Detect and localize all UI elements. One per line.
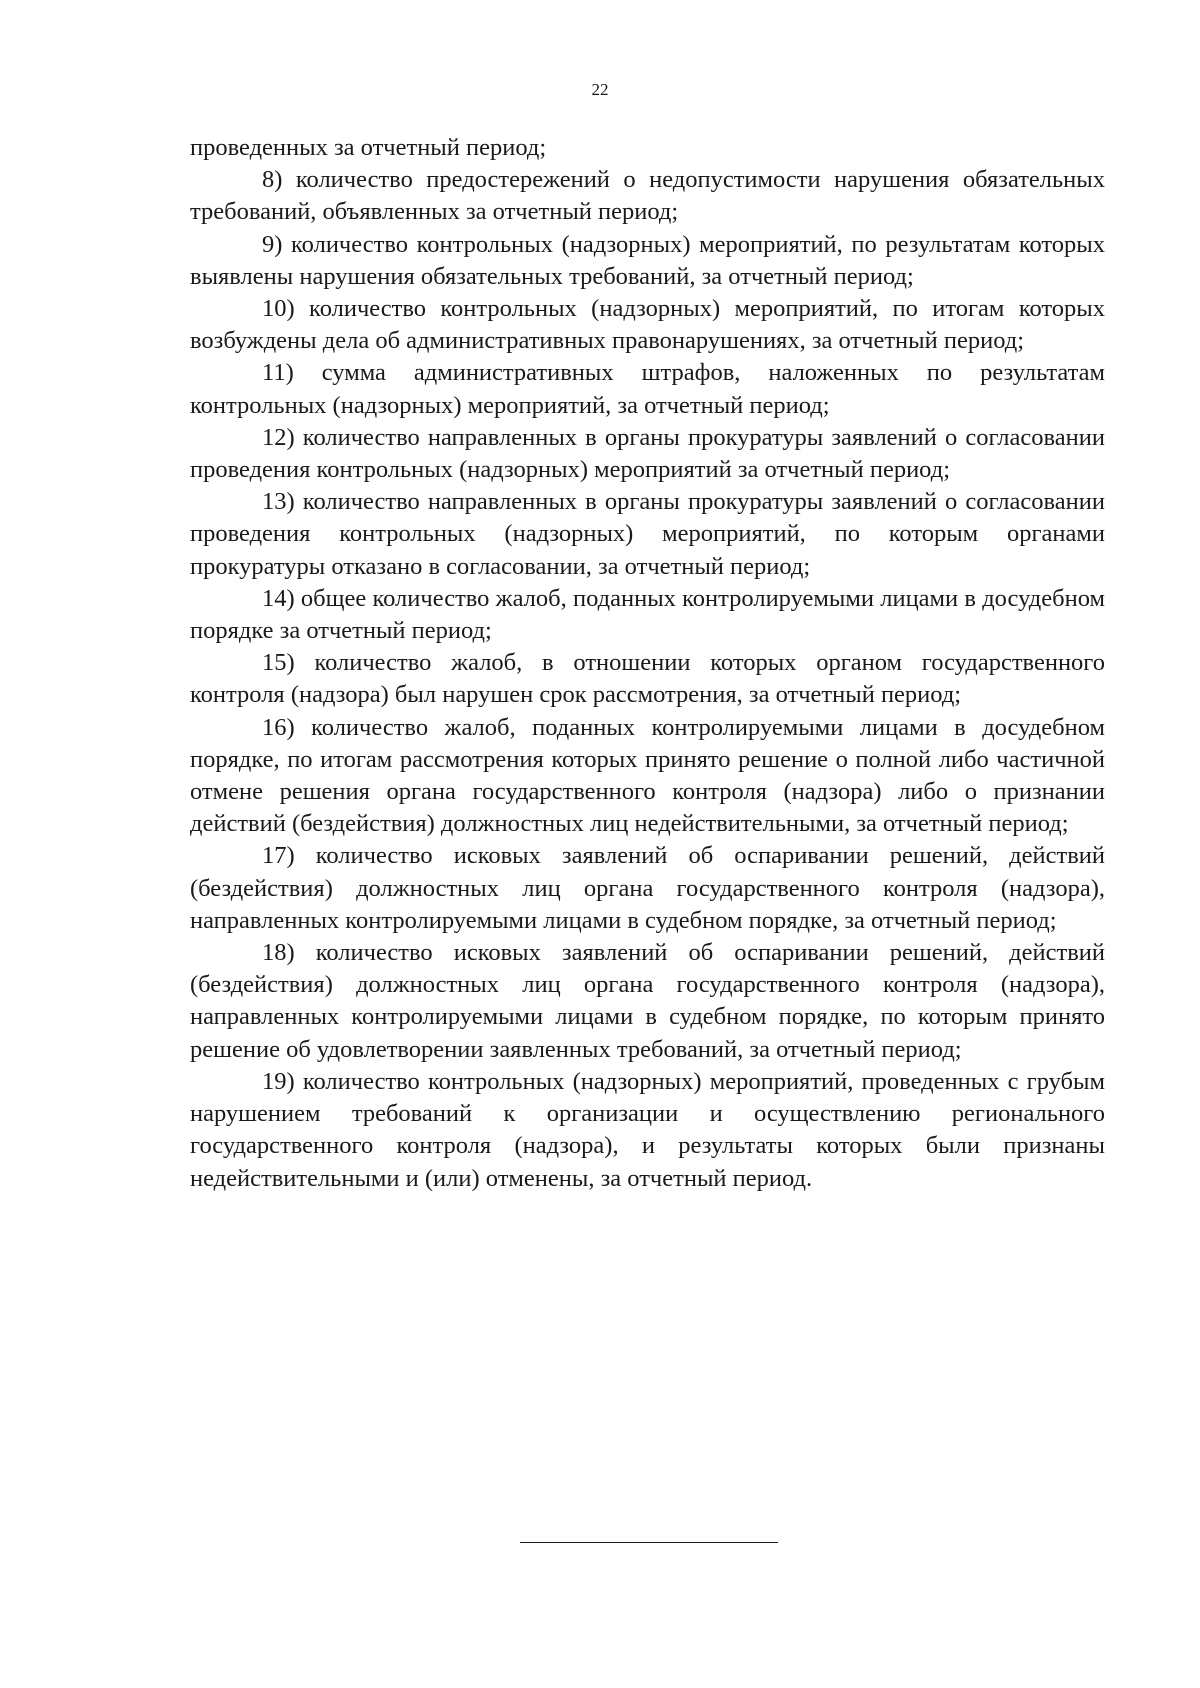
list-item-8: 8) количество предостережений о недопустимости нарушения обязательных требований, объявленных за отчетный период; [190,166,1105,226]
list-item-15: 15) количество жалоб, в отношении которых органом государственного контроля (надзора) был нарушен срок рассмотрения, за отчетный период; [190,649,1105,709]
list-item-11: 11) сумма административных штрафов, наложенных по результатам контрольных (надзорных) мероприятий, за отчетный период; [190,359,1105,419]
closing-rule [520,1542,778,1543]
list-item-17: 17) количество исковых заявлений об оспаривании решений, действий (бездействия) должностных лиц органа государственного контроля (надзора), направленных контролируемыми лицами в судебном порядке, за отчетный период; [190,842,1105,934]
list-item-13: 13) количество направленных в органы прокуратуры заявлений о согласовании проведения контрольных (надзорных) мероприятий, по которым органами прокуратуры отказано в согласовании, за отчетный период; [190,488,1105,580]
list-item-16: 16) количество жалоб, поданных контролируемыми лицами в досудебном порядке, по итогам рассмотрения которых принято решение о полной либо частичной отмене решения органа государственного контроля (надзора) либо о признании действий (бездействия) должностных лиц недействительными, за отчетный период; [190,713,1105,838]
list-item-10: 10) количество контрольных (надзорных) мероприятий, по итогам которых возбуждены дела об административных правонарушениях, за отчетный период; [190,295,1105,355]
list-item-12: 12) количество направленных в органы прокуратуры заявлений о согласовании проведения контрольных (надзорных) мероприятий за отчетный период; [190,423,1105,484]
list-item-9: 9) количество контрольных (надзорных) мероприятий, по результатам которых выявлены нарушения обязательных требований, за отчетный период; [190,230,1105,290]
continuation-paragraph: проведенных за отчетный период; [190,134,547,161]
list-item-19: 19) количество контрольных (надзорных) мероприятий, проведенных с грубым нарушением требований к организации и осуществлению регионального государственного контроля (надзора), и результаты которых были признаны недействительными и (или) отменены, за отчетный период. [190,1067,1105,1192]
page-number: 22 [591,80,609,99]
list-item-14: 14) общее количество жалоб, поданных контролируемыми лицами в досудебном порядке за отчетный период; [190,584,1105,645]
list-item-18: 18) количество исковых заявлений об оспаривании решений, действий (бездействия) должностных лиц органа государственного контроля (надзора), направленных контролируемыми лицами в судебном порядке, по которым принято решение об удовлетворении заявленных требований, за отчетный период; [190,939,1105,1063]
document-body [190,132,1105,1195]
